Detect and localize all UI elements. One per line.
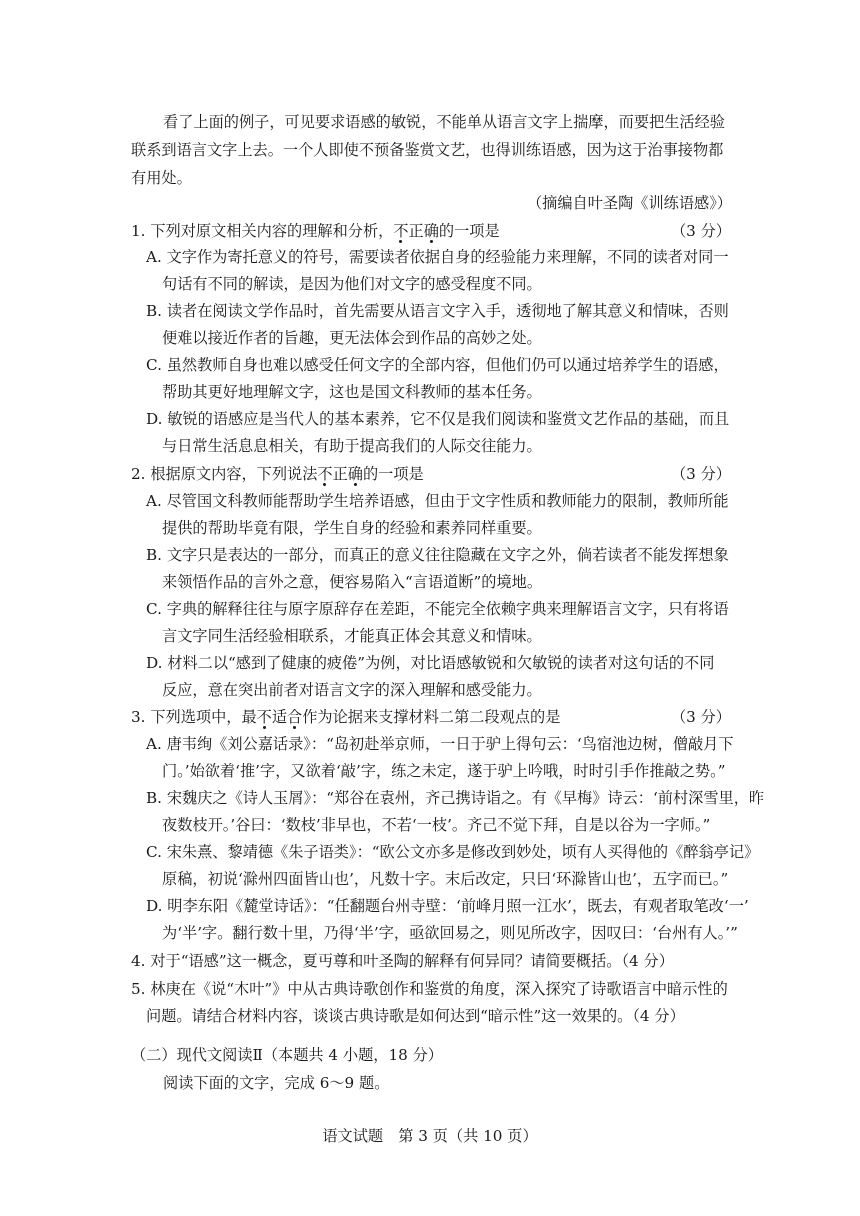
q2-stem-prefix: 2. 根据原文内容，下列说法 [131,465,318,483]
q1-option-c-line-1: C. 虽然教师自身也难以感受任何文字的全部内容，但他们仍可以通过培养学生的语感， [146,356,729,374]
q2-emphasis-2: 确 [347,465,363,483]
q3-stem-mid: 适 [271,708,288,726]
q2-option-d-line-2: 反应，意在突出前者对语言文字的深入理解和感受能力。 [162,681,542,699]
question-5-line-1: 5. 林庚在《说“木叶”》中从古典诗歌创作和鉴赏的角度，深入探究了诗歌语言中暗示性的 [131,980,728,998]
q3-emphasis-1: 不 [256,708,272,726]
q2-stem-mid: 正 [332,465,348,483]
q2-stem-suffix: 的一项是 [362,465,424,483]
q3-option-d-line-2: 为‘半’字。翻行数十里，乃得‘半’字，亟欲回易之，则见所改字，因叹曰：‘台州有人。’” [162,924,738,942]
q3-option-b-line-2: 夜数枝开。’谷曰：‘数枝’非早也，不若‘一枝’。齐己不觉下拜，自是以谷为一字师。” [162,816,711,834]
q2-option-d-line-1: D. 材料二以“感到了健康的疲倦”为例，对比语感敏锐和欠敏锐的读者对这句话的不同 [146,654,715,672]
question-2-stem [131,462,731,486]
q2-option-c-line-1: C. 字典的解释往往与原字原辞存在差距，不能完全依赖字典来理解语言文字，只有将语 [146,600,729,618]
q1-option-b-line-2: 便难以接近作者的旨趣，更无法体会到作品的高妙之处。 [162,329,542,347]
q1-emphasis-1: 不 [393,222,409,240]
q1-option-d-line-2: 与日常生活息息相关，有助于提高我们的人际交往能力。 [162,437,542,455]
q1-option-c-line-2: 帮助其更好地理解文字，这也是国文科教师的基本任务。 [162,383,542,401]
section-2-instruction: 阅读下面的文字，完成 6～9 题。 [163,1074,390,1092]
intro-line-2: 联系到语言文字上去。一个人即使不预备鉴赏文艺，也得训练语感，因为这于治事接物都 [131,141,724,159]
q3-option-c-line-2: 原稿，初说‘滁州四面皆山也’，凡数十字。末后改定，只曰‘环滁皆山也’，五字而已。” [162,870,729,888]
q3-option-b-line-1: B. 宋魏庆之《诗人玉屑》：“郑谷在袁州，齐己携诗诣之。有《早梅》诗云：‘前村深雪里，昨 [146,789,765,807]
q3-stem-prefix: 3. 下列选项中，最 [131,708,257,726]
q3-option-c-line-1: C. 宋朱熹、黎靖德《朱子语类》：“欧公文亦多是修改到妙处，顷有人买得他的《醉翁亭记》 [146,843,760,861]
q1-option-b-line-1: B. 读者在阅读文学作品时，首先需要从语言文字入手，透彻地了解其意义和情味，否则 [146,302,729,320]
question-3-points: （3 分） [670,708,731,726]
question-3-stem [131,705,731,729]
q2-option-b-line-2: 来领悟作品的言外之意，便容易陷入“言语道断”的境地。 [162,573,543,591]
q2-option-a-line-1: A. 尽管国文科教师能帮助学生培养语感，但由于文字性质和教师能力的限制，教师所能 [146,492,729,510]
q3-stem-suffix: 作为论据来支撑材料二第二段观点的是 [302,708,561,726]
source-citation: （摘编自叶圣陶《训练语感》） [526,194,732,212]
q2-option-b-line-1: B. 文字只是表达的一部分，而真正的意义往往隐藏在文字之外，倘若读者不能发挥想象 [146,546,729,564]
question-2-points: （3 分） [670,465,731,483]
intro-line-3: 有用处。 [131,169,192,187]
q1-option-a-line-2: 句话有不同的解读，是因为他们对文字的感受程度不同。 [162,275,542,293]
question-5-line-2: 问题。请结合材料内容，谈谈古典诗歌是如何达到“暗示性”这一效果的。（4 分） [146,1007,685,1025]
q3-emphasis-2: 合 [287,708,303,726]
question-4: 4. 对于“语感”这一概念，夏丏尊和叶圣陶的解释有何异同？请简要概括。（4 分） [131,952,674,970]
section-2-title: （二）现代文阅读Ⅱ（本题共 4 小题，18 分） [131,1046,443,1064]
question-1-stem [131,219,731,243]
q2-option-c-line-2: 言文字同生活经验相联系，才能真正体会其意义和情味。 [162,627,542,645]
q1-stem-prefix: 1. 下列对原文相关内容的理解和分析， [131,222,394,240]
q3-option-a-line-2: 门。’始欲着‘推’字，又欲着‘敲’字，练之未定，遂于驴上吟哦，时时引手作推敲之势。” [162,762,726,780]
q1-stem-suffix: 的一项是 [438,222,500,240]
page-footer: 语文试题 第 3 页（共 10 页） [322,1127,538,1145]
q1-option-a-line-1: A. 文字作为寄托意义的符号，需要读者依据自身的经验能力来理解，不同的读者对同一 [146,248,729,266]
intro-line-1: 看了上面的例子，可见要求语感的敏锐，不能单从语言文字上揣摩，而要把生活经验 [163,113,725,131]
q3-option-d-line-1: D. 明李东阳《麓堂诗话》：“任翻题台州寺壁：‘前峰月照一江水’，既去，有观者取笔改‘一’ [146,897,749,915]
q2-option-a-line-2: 提供的帮助毕竟有限，学生自身的经验和素养同样重要。 [162,519,542,537]
q1-option-d-line-1: D. 敏锐的语感应是当代人的基本素养，它不仅是我们阅读和鉴赏文艺作品的基础，而且 [146,410,730,428]
question-1-points: （3 分） [670,222,731,240]
q3-option-a-line-1: A. 唐韦绚《刘公嘉话录》：“岛初赴举京师，一日于驴上得句云：‘鸟宿池边树，僧敲月下 [146,735,734,753]
q1-stem-mid: 正 [408,222,424,240]
q2-emphasis-1: 不 [317,465,333,483]
q1-emphasis-2: 确 [423,222,439,240]
